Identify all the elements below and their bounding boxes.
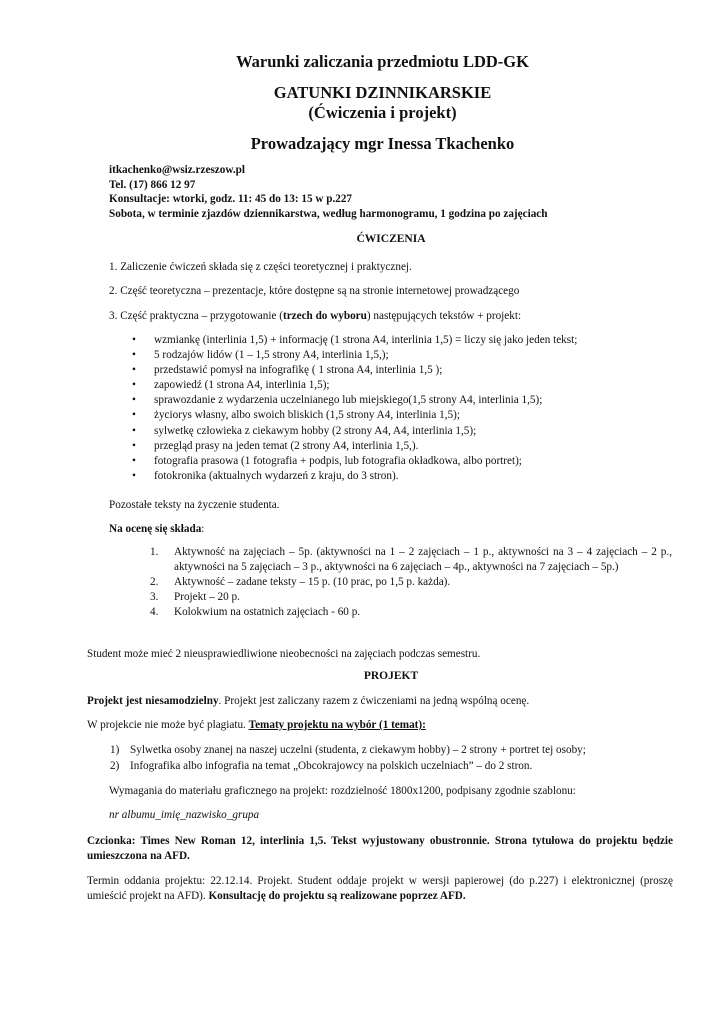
list-item <box>132 378 577 393</box>
deadline-text: Termin oddania projektu: 22.12.14. Projekt. Student oddaje projekt w wersji papierowej (do p.227) i elektronicznej (proszę umieścić projekt na AFD). <box>87 875 673 902</box>
font-requirements-text: Czcionka: Times New Roman 12, interlinia 1,5. Tekst wyjustowany obustronnie. Strona tytułowa do projektu będzie umieszczona na AFD. <box>87 835 673 862</box>
list-item <box>150 605 672 620</box>
section-heading-projekt: PROJEKT <box>363 670 419 682</box>
paragraph-3 <box>109 309 521 324</box>
paragraph-1: 1. Zaliczenie ćwiczeń składa się z części teoretycznej i praktycznej. <box>109 261 412 273</box>
consultation-note: Konsultację do projektu są realizowane poprzez AFD. <box>208 890 466 902</box>
project-paragraph-1-bold: Projekt jest niesamodzielny <box>87 695 219 707</box>
list-number: 1) <box>110 744 120 756</box>
text-types-list <box>132 333 577 484</box>
course-name: GATUNKI DZINNIKARSKIE <box>273 83 492 102</box>
course-type: (Ćwiczenia i projekt) <box>308 103 457 122</box>
list-item-text: sprawozdanie z wydarzenia uczelnianego lub miejskiego(1,5 strony A4, interlinia 1,5); <box>154 394 543 407</box>
paragraph-3-bold: trzech do wyboru <box>282 310 367 322</box>
list-item-text: przegląd prasy na jeden temat (2 strony A4, interlinia 1,5,). <box>154 439 419 452</box>
font-requirements <box>87 834 673 864</box>
bullet-icon: • <box>132 409 136 422</box>
list-item <box>132 348 577 363</box>
list-item <box>132 363 577 378</box>
absence-note: Student może mieć 2 nieusprawiedliwione nieobecności na zajęciach podczas semestru. <box>87 648 481 660</box>
list-item-text: zapowiedź (1 strona A4, interlinia 1,5); <box>154 379 330 392</box>
grade-components-list <box>150 545 672 620</box>
bullet-icon: • <box>132 469 136 482</box>
list-item-text: życiorys własny, albo swoich bliskich (1,5 strony A4, interlinia 1,5); <box>154 409 460 422</box>
list-number: 4. <box>150 606 159 618</box>
email-text: itkachenko@wsiz.rzeszow.pl <box>109 164 245 176</box>
paragraph-3-end: ) następujących tekstów + projekt: <box>366 310 522 322</box>
list-item <box>150 590 672 605</box>
file-name-template <box>109 808 259 823</box>
list-item-text: wzmiankę (interlinia 1,5) + informację (1 strona A4, interlinia 1,5) = liczy się jako jeden tekst; <box>154 334 578 346</box>
section-heading-cwiczenia: ĆWICZENIA <box>356 233 426 245</box>
file-name-template-text: nr albumu_imię_nazwisko_grupa <box>109 809 260 821</box>
project-paragraph-2 <box>87 718 426 733</box>
list-item-text: Aktywność – zadane teksty – 15 p. (10 prac, po 1,5 p. każda). <box>174 576 451 588</box>
list-item-text: sylwetkę człowieka z ciekawym hobby (2 strony A4, A4, interlinia 1,5); <box>154 424 477 437</box>
bullet-icon: • <box>132 379 136 392</box>
list-item <box>150 545 672 575</box>
list-item-text: Infografika albo infografia na temat „Obcokrajowcy na polskich uczelniach” – do 2 stron. <box>130 759 533 772</box>
project-topics-heading: Tematy projektu na wybór (1 temat): <box>248 719 426 731</box>
consultation-hours: Konsultacje: wtorki, godz. 11: 45 do 13: 15 w p.227 <box>109 193 353 206</box>
list-item <box>132 393 577 408</box>
list-item-text: Projekt – 20 p. <box>174 591 240 603</box>
bullet-icon: • <box>132 394 136 407</box>
grade-label <box>109 522 204 537</box>
list-number: 1. <box>150 546 159 558</box>
list-item-text: fotokronika (aktualnych wydarzeń z kraju, do 3 stron). <box>154 469 399 482</box>
list-number: 3. <box>150 591 159 603</box>
list-number: 2) <box>110 759 120 772</box>
grade-label-colon: : <box>201 523 205 535</box>
list-item <box>132 439 577 454</box>
list-item-text: 5 rodzajów lidów (1 – 1,5 strony A4, interlinia 1,5,); <box>154 349 389 362</box>
document-title: Warunki zaliczania przedmiotu LDD-GK <box>236 52 529 71</box>
bullet-icon: • <box>132 454 136 467</box>
graphics-requirements: Wymagania do materiału graficznego na projekt: rozdzielność 1800x1200, podpisany zgodnie szablonu: <box>109 785 576 797</box>
bullet-icon: • <box>132 424 136 437</box>
list-item-text: Kolokwium na ostatnich zajęciach - 60 p. <box>174 606 361 618</box>
list-item <box>132 469 577 484</box>
list-item <box>150 575 672 590</box>
list-item <box>110 743 586 759</box>
bullet-icon: • <box>132 334 136 346</box>
project-paragraph-1 <box>87 694 529 709</box>
saturday-hours: Sobota, w terminie zjazdów dziennikarstwa, według harmonogramu, 1 godzina po zajęciach <box>109 207 548 220</box>
deadline-paragraph <box>87 874 673 904</box>
project-paragraph-2-start: W projekcie nie może być plagiatu. <box>87 719 249 731</box>
phone-text: Tel. (17) 866 12 97 <box>109 178 196 191</box>
list-item <box>110 759 586 775</box>
other-texts-note: Pozostałe teksty na życzenie studenta. <box>109 499 280 511</box>
list-number: 2. <box>150 576 159 588</box>
project-paragraph-1-rest: . Projekt jest zaliczany razem z ćwiczeniami na jedną wspólną ocenę. <box>218 695 530 707</box>
bullet-icon: • <box>132 349 136 362</box>
list-item <box>132 333 577 348</box>
list-item <box>132 408 577 423</box>
grade-label-bold: Na ocenę się składa <box>109 523 202 535</box>
project-topics-list <box>110 743 586 774</box>
list-item-text: przedstawić pomysł na infografikę ( 1 strona A4, interlinia 1,5 ); <box>154 364 443 377</box>
list-item-text: fotografia prasowa (1 fotografia + podpis, lub fotografia okładkowa, albo portret); <box>154 454 522 467</box>
instructor-name: Prowadzający mgr Inessa Tkachenko <box>250 134 515 153</box>
contact-block <box>109 163 547 221</box>
paragraph-2: 2. Część teoretyczna – prezentacje, które dostępne są na stronie internetowej prowadzącego <box>109 285 520 297</box>
bullet-icon: • <box>132 439 136 452</box>
bullet-icon: • <box>132 364 136 377</box>
list-item <box>132 424 577 439</box>
list-item-text: Sylwetka osoby znanej na naszej uczelni (studenta, z ciekawym hobby) – 2 strony + portret tej osoby; <box>130 744 586 756</box>
paragraph-3-start: 3. Część praktyczna – przygotowanie ( <box>109 310 283 322</box>
list-item-text: Aktywność na zajęciach – 5p. (aktywności na 1 – 2 zajęciach – 1 p., aktywności na 3 – 4 zajęciach – 2 p., aktywności na 5 zajęciach – 3 p., aktywności na 6 zajęciach – 4p., aktywności na 7 zajęciach – 5p.) <box>174 546 672 573</box>
list-item <box>132 454 577 469</box>
